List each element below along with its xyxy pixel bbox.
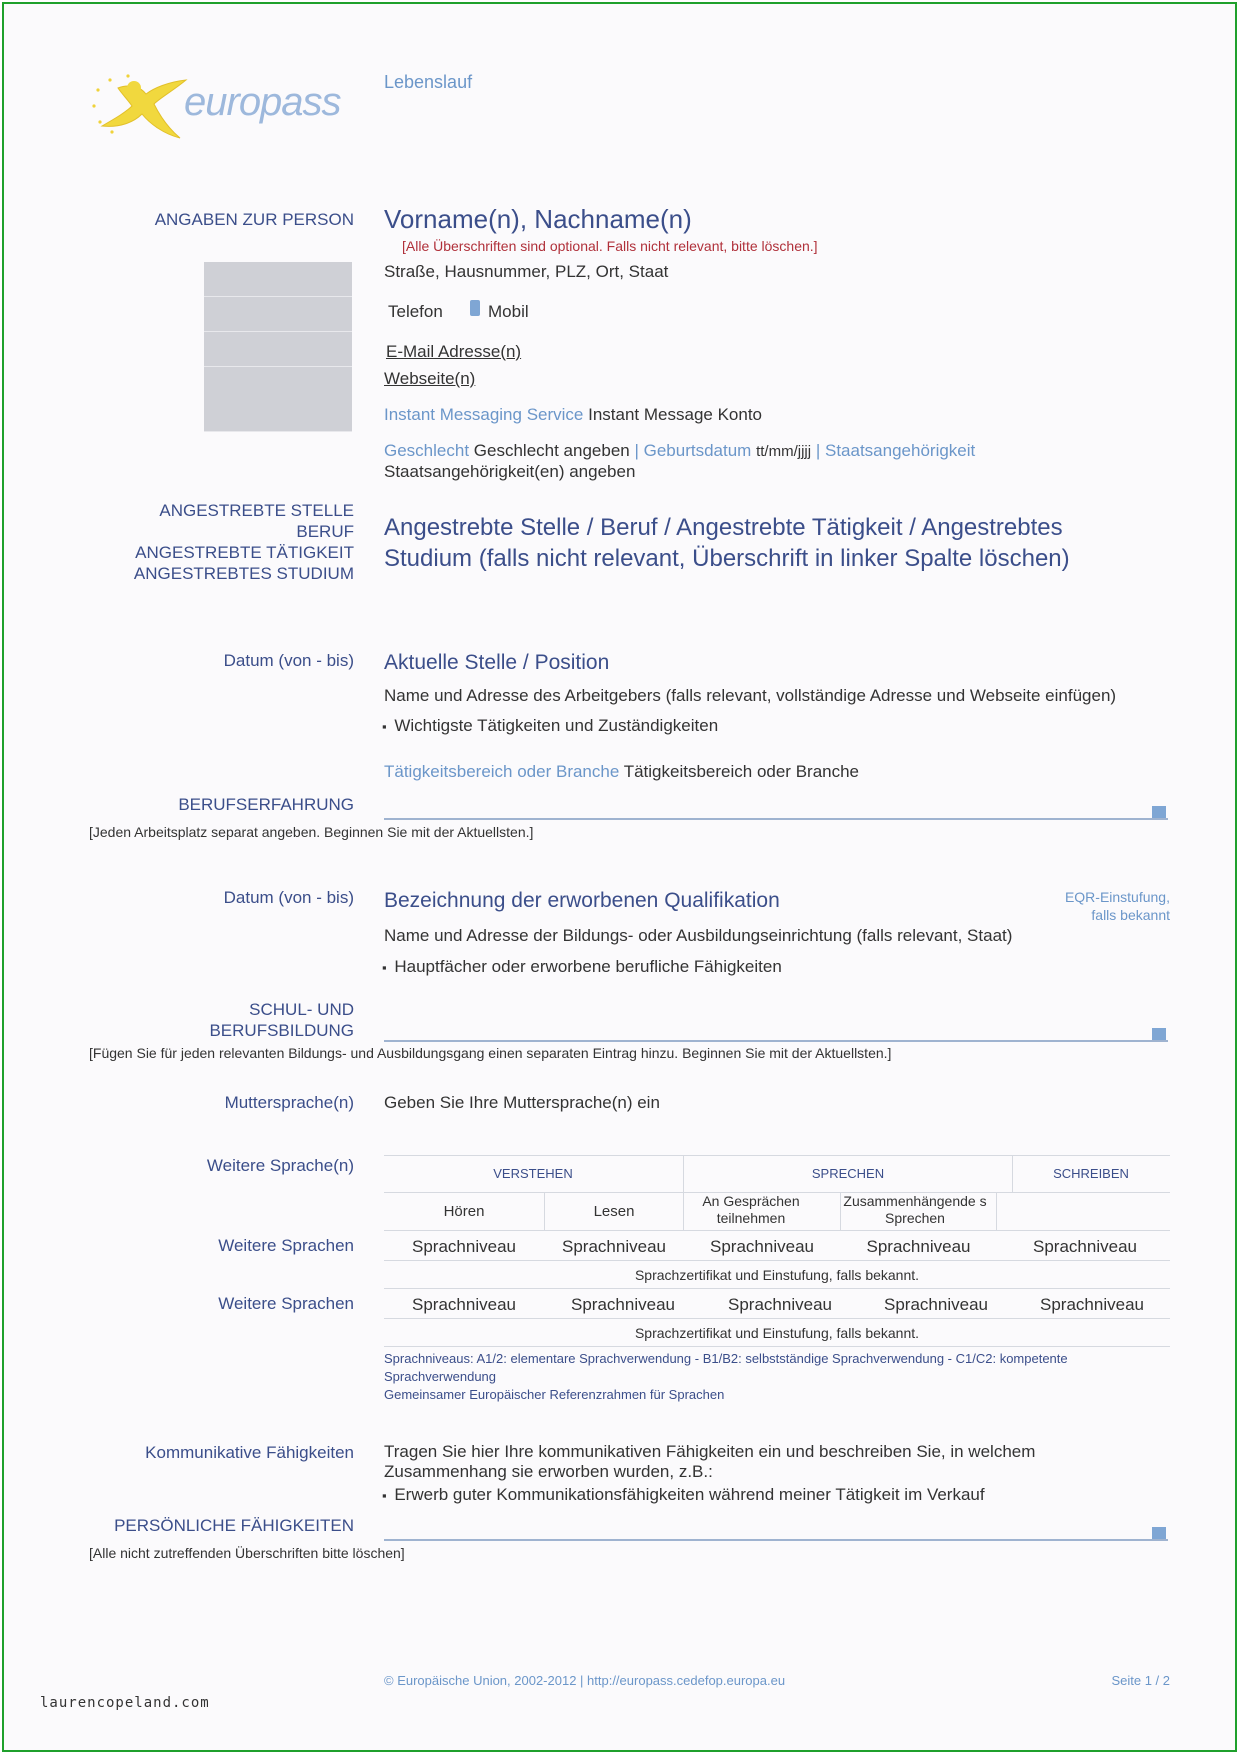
photo-placeholder-4 (204, 367, 352, 432)
experience-bullet (382, 716, 718, 736)
page-number: Seite 1 / 2 (1111, 1673, 1170, 1688)
logo-text: europass (184, 80, 341, 124)
photo-placeholder-1 (204, 262, 352, 297)
section-label-education-2: BERUFSBILDUNG (209, 1021, 354, 1040)
section-marker (1152, 1527, 1166, 1539)
personal-skills-note: [Alle nicht zutreffenden Überschriften bitte löschen] (89, 1545, 405, 1561)
lang-level: Sprachniveau (571, 1295, 675, 1314)
mother-tongue-value: Geben Sie Ihre Muttersprache(n) ein (384, 1093, 660, 1112)
photo-placeholder-3 (204, 332, 352, 367)
language-row-label: Weitere Sprachen (218, 1236, 354, 1255)
communication-skills-text: Tragen Sie hier Ihre kommunikativen Fähigkeiten ein und beschreiben Sie, in welchem Zusammenhang sie erworben wurden, z.B.: (384, 1442, 1036, 1481)
website-link[interactable]: Webseite(n) (384, 369, 476, 388)
sector-line (384, 762, 859, 782)
section-label-experience: BERUFSERFAHRUNG (178, 795, 354, 814)
lang-level: Sprachniveau (1033, 1237, 1137, 1256)
lang-level: Sprachniveau (412, 1295, 516, 1314)
table-vline (840, 1192, 841, 1230)
im-line (384, 405, 762, 425)
eqr-note (1010, 888, 1170, 924)
desired-label-3: ANGESTREBTE TÄTIGKEIT (135, 543, 354, 562)
lang-group-writing: SCHREIBEN (1053, 1166, 1129, 1181)
address: Straße, Hausnummer, PLZ, Ort, Staat (384, 262, 669, 281)
communication-bullet (382, 1485, 985, 1505)
section-divider (384, 818, 1168, 820)
desired-label-2: BERUF (296, 522, 354, 541)
separator: | (634, 441, 639, 460)
document-title: Lebenslauf (384, 72, 473, 92)
lang-level: Sprachniveau (412, 1237, 516, 1256)
lang-subhead-production: Zusammenhängende s Sprechen (843, 1193, 987, 1226)
language-legend-framework: Gemeinsamer Europäischer Referenzrahmen für Sprachen (384, 1387, 725, 1402)
nationality-value: Staatsangehörigkeit(en) angeben (384, 462, 636, 481)
im-value: Instant Message Konto (588, 405, 763, 424)
table-vline (1012, 1155, 1013, 1192)
lang-subhead-reading: Lesen (593, 1203, 635, 1220)
lang-subhead-interaction: An Gesprächen teilnehmen (702, 1193, 800, 1226)
table-rule (384, 1260, 1170, 1261)
mobile-icon (470, 300, 480, 316)
language-legend-levels: Sprachniveaus: A1/2: elementare Sprachverwendung - B1/B2: selbstständige Sprachverwendung - C1/C2: kompetente Sprachverwendung (384, 1351, 1068, 1384)
education-bullet (382, 957, 782, 977)
nationality-label: Staatsangehörigkeit (824, 441, 976, 460)
sector-value: Tätigkeitsbereich oder Branche (623, 762, 860, 781)
table-rule (384, 1318, 1170, 1319)
lang-level: Sprachniveau (1040, 1295, 1144, 1314)
europass-logo (88, 66, 358, 146)
mother-tongue-label: Muttersprache(n) (224, 1093, 354, 1112)
section-divider (384, 1539, 1168, 1541)
lang-subhead-listening: Hören (443, 1203, 485, 1220)
education-note: [Fügen Sie für jeden relevanten Bildungs- und Ausbildungsgang einen separaten Eintrag hinzu. Beginnen Sie mit der Aktuellsten.] (89, 1045, 892, 1061)
separator: | (815, 441, 821, 460)
section-label-personal-skills: PERSÖNLICHE FÄHIGKEITEN (114, 1516, 354, 1535)
birth-label: Geburtsdatum (643, 441, 752, 460)
sector-label: Tätigkeitsbereich oder Branche (384, 762, 620, 781)
table-vline (996, 1192, 997, 1230)
lang-level: Sprachniveau (562, 1237, 666, 1256)
experience-date-label: Datum (von - bis) (223, 651, 354, 670)
table-vline (544, 1192, 545, 1230)
section-marker (1152, 1028, 1166, 1040)
watermark: laurencopeland.com (40, 1695, 210, 1711)
table-rule (384, 1288, 1170, 1289)
language-legend (384, 1350, 1174, 1404)
institution: Name und Adresse der Bildungs- oder Ausbildungseinrichtung (falls relevant, Staat) (384, 926, 1013, 945)
experience-bullet-text: Wichtigste Tätigkeiten und Zuständigkeiten (394, 716, 719, 735)
communication-bullet-text: Erwerb guter Kommunikationsfähigkeiten während meiner Tätigkeit im Verkauf (394, 1485, 985, 1504)
full-name: Vorname(n), Nachname(n) (384, 204, 692, 234)
table-vline (683, 1192, 684, 1230)
current-position: Aktuelle Stelle / Position (384, 651, 610, 674)
section-divider (384, 1040, 1168, 1042)
optional-note: [Alle Überschriften sind optional. Falls nicht relevant, bitte löschen.] (402, 238, 818, 254)
education-date-label: Datum (von - bis) (223, 888, 354, 907)
lang-level: Sprachniveau (866, 1237, 971, 1256)
photo-placeholder-2 (204, 297, 352, 332)
im-label: Instant Messaging Service (384, 405, 584, 424)
language-certificate: Sprachzertifikat und Einstufung, falls bekannt. (634, 1325, 920, 1341)
employer: Name und Adresse des Arbeitgebers (falls relevant, vollständige Adresse und Webseite einfügen) (384, 686, 1117, 705)
desired-position: Angestrebte Stelle / Beruf / Angestrebte Tätigkeit / Angestrebtes Studium (falls nicht relevant, Überschrift in linker Spalte löschen) (384, 514, 1070, 572)
eqr-line-2: falls bekannt (1091, 907, 1170, 923)
communication-skills-label: Kommunikative Fähigkeiten (145, 1443, 354, 1462)
section-label-education-1: SCHUL- UND (249, 1000, 354, 1019)
section-label-personal: ANGABEN ZUR PERSON (154, 210, 354, 229)
demographics (384, 441, 1174, 482)
table-rule (384, 1230, 1170, 1231)
language-certificate: Sprachzertifikat und Einstufung, falls bekannt. (634, 1267, 920, 1283)
table-rule (384, 1346, 1170, 1347)
mobile-label: Mobil (488, 302, 529, 321)
qualification: Bezeichnung der erworbenen Qualifikation (384, 889, 780, 912)
section-marker (1152, 806, 1166, 818)
other-languages-label: Weitere Sprache(n) (206, 1156, 354, 1175)
desired-label-4: ANGESTREBTES STUDIUM (133, 564, 354, 583)
eqr-line-1: EQR-Einstufung, (1064, 889, 1170, 905)
gender-value: Geschlecht angeben (473, 441, 630, 460)
lang-level: Sprachniveau (884, 1295, 988, 1314)
footer-copyright: © Europäische Union, 2002-2012 | http://europass.cedefop.europa.eu (384, 1673, 786, 1688)
birth-value: tt/mm/jjjj (756, 443, 812, 460)
lang-group-speaking: SPRECHEN (811, 1166, 885, 1181)
language-row-label: Weitere Sprachen (218, 1294, 354, 1313)
table-rule (384, 1155, 1170, 1156)
education-bullet-text: Hauptfächer oder erworbene berufliche Fähigkeiten (394, 957, 782, 976)
phone-label: Telefon (388, 302, 443, 321)
gender-label: Geschlecht (384, 441, 470, 460)
email-link[interactable]: E-Mail Adresse(n) (386, 342, 522, 361)
experience-note: [Jeden Arbeitsplatz separat angeben. Beginnen Sie mit der Aktuellsten.] (89, 824, 534, 840)
lang-level: Sprachniveau (710, 1237, 814, 1256)
lang-group-understanding: VERSTEHEN (493, 1166, 573, 1181)
table-vline (683, 1155, 684, 1192)
desired-label-1: ANGESTREBTE STELLE (159, 501, 354, 520)
lang-level: Sprachniveau (728, 1295, 832, 1314)
